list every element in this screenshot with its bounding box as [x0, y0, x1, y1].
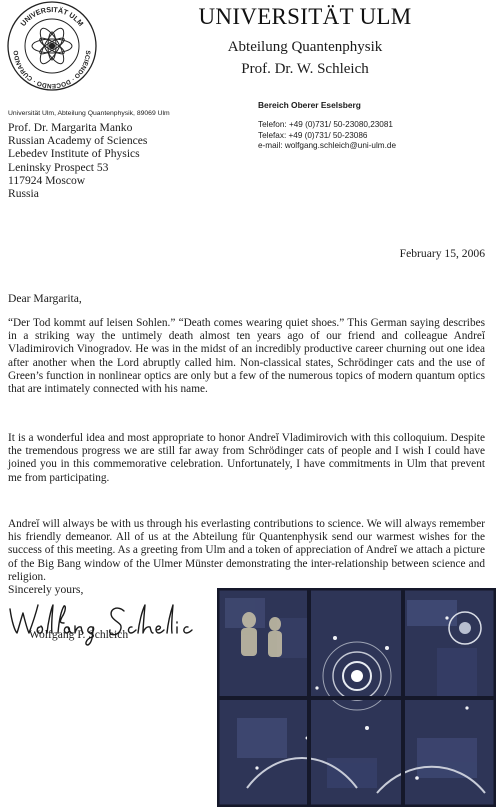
sender-contact [258, 120, 396, 152]
phone-number: Telefon: +49 (0)731/ 50-23080,23081 [258, 120, 393, 129]
university-name: UNIVERSITÄT ULM [198, 4, 412, 29]
fax-number: Telefax: +49 (0)731/ 50-23086 [258, 130, 368, 140]
recipient-line: Russian Academy of Sciences [8, 134, 148, 148]
recipient-line: Lebedev Institute of Physics [8, 147, 140, 161]
recipient-line: Russia [8, 187, 39, 201]
body-paragraph: “Der Tod kommt auf leisen Sohlen.” “Death comes wearing quiet shoes.” This German saying describes in a striking way the untimely death almost ten years ago of our friend and colleague Andreĭ Vladimirovich Vinogradov. He was in the midst of an incredibly productive career churning out one idea after another when the Lord abruptly called him. Non-classical states, Schrödinger cats and the use of Green’s function in nonlinear optics are only but a few of the numerous topics of modern quantum optics that are intimately connected with his name. [8, 317, 485, 396]
university-seal [6, 0, 98, 92]
closing: Sincerely yours, [8, 583, 84, 596]
department-name: Abteilung Quantenphysik [227, 39, 383, 55]
recipient-line: Leninsky Prospect 53 [8, 160, 109, 174]
recipient-line: 117924 Moscow [8, 173, 86, 187]
return-address: Universität Ulm, Abteilung Quantenphysik, 89069 Ulm [8, 110, 170, 117]
signer-name: Wolfgang P. Schleich [29, 628, 129, 641]
recipient-address [8, 121, 147, 200]
body-paragraph: It is a wonderful idea and most appropriate to honor Andreĭ Vladimirovich with this colloquium. Despite the tremendous progress we are still far away from Schrödinger cats of people and I wish I could have joined you in this commemorative celebration. Unfortunately, I have commitments in Ulm that prevent me from participating. [8, 432, 485, 484]
salutation: Dear Margarita, [8, 292, 82, 305]
body-paragraph: Andreĭ will always be with us through his everlasting contributions to science. We will always remember his friendly demeanor. All of us at the Abteilung für Quantenphysik send our warmest wishes for the success of this meeting. As a greeting from Ulm and a token of appreciation of Andreĭ we attach a picture of the Big Bang window of the Ulmer Münster demonstrating the inter-relationship between science and religion. [8, 518, 485, 583]
svg-text:SCIENDO · DOCENDO · CURANDO: SCIENDO · DOCENDO · CURANDO [12, 50, 92, 90]
sender-department: Bereich Oberer Eselsberg [258, 100, 361, 110]
letter-date: February 15, 2006 [399, 247, 485, 260]
svg-text:UNIVERSITÄT ULM: UNIVERSITÄT ULM [18, 4, 86, 28]
email-address: e-mail: wolfgang.schleich@uni-ulm.de [258, 141, 397, 151]
professor-name: Prof. Dr. W. Schleich [241, 61, 369, 77]
stained-glass-window-image [217, 588, 496, 807]
recipient-line: Prof. Dr. Margarita Manko [8, 121, 133, 134]
